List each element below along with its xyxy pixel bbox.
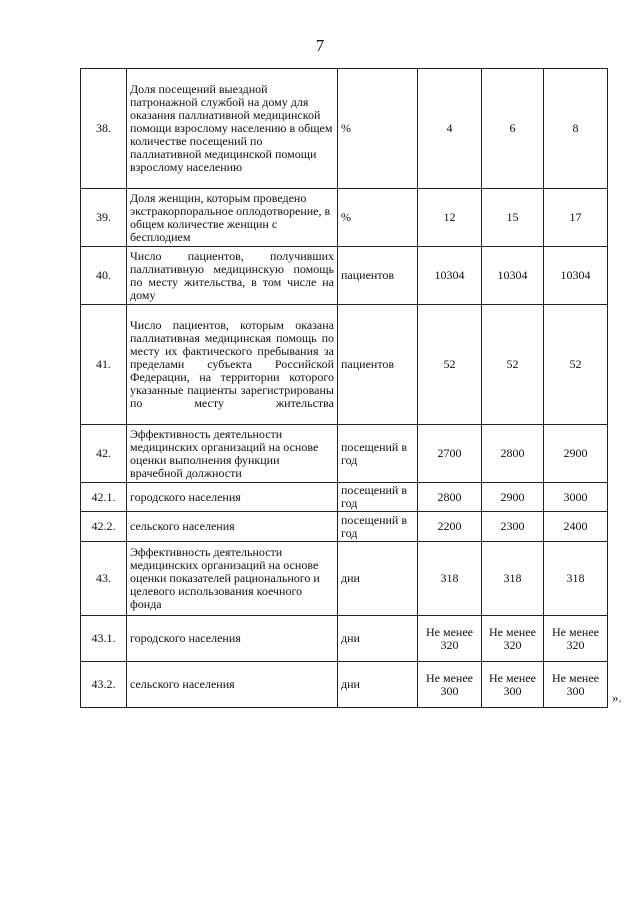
row-number: 38. xyxy=(81,69,127,189)
table-row xyxy=(81,542,608,616)
value-cell: Не менее 300 xyxy=(482,662,544,708)
value-cell: 3000 xyxy=(544,483,608,512)
value-cell: 10304 xyxy=(418,247,482,305)
table-row xyxy=(81,425,608,483)
indicator-name: Доля посещений выездной патронажной службой на дому для оказания паллиативной медицинской помощи взрослому населению в общем количестве посещений по паллиативной медицинской помощи взрослому населению xyxy=(127,69,338,189)
closing-quote: ». xyxy=(612,690,622,705)
value-cell: 2800 xyxy=(418,483,482,512)
value-cell: 2300 xyxy=(482,512,544,542)
value-cell: 2700 xyxy=(418,425,482,483)
indicator-name: городского населения xyxy=(127,483,338,512)
value-cell: 10304 xyxy=(482,247,544,305)
value-cell: 6 xyxy=(482,69,544,189)
value-cell: 2200 xyxy=(418,512,482,542)
value-cell: 2800 xyxy=(482,425,544,483)
unit-cell: % xyxy=(338,189,418,247)
table-row xyxy=(81,189,608,247)
table-row xyxy=(81,69,608,189)
row-number: 43. xyxy=(81,542,127,616)
value-cell: Не менее 320 xyxy=(482,616,544,662)
row-number: 40. xyxy=(81,247,127,305)
row-number: 42.2. xyxy=(81,512,127,542)
table-row xyxy=(81,512,608,542)
indicator-name: сельского населения xyxy=(127,662,338,708)
value-cell: Не менее 300 xyxy=(418,662,482,708)
row-number: 39. xyxy=(81,189,127,247)
indicator-name: Эффективность деятельности медицинских организаций на основе оценки показателей рационального и целевого использования коечного фонда xyxy=(127,542,338,616)
value-cell: 2400 xyxy=(544,512,608,542)
value-cell: 2900 xyxy=(482,483,544,512)
value-cell: 52 xyxy=(482,305,544,425)
row-number: 41. xyxy=(81,305,127,425)
unit-cell: дни xyxy=(338,616,418,662)
value-cell: 318 xyxy=(544,542,608,616)
unit-cell: дни xyxy=(338,542,418,616)
value-cell: Не менее 320 xyxy=(544,616,608,662)
row-number: 43.2. xyxy=(81,662,127,708)
value-cell: 15 xyxy=(482,189,544,247)
value-cell: 52 xyxy=(418,305,482,425)
indicators-table xyxy=(80,68,608,708)
table-row xyxy=(81,305,608,425)
unit-cell: дни xyxy=(338,662,418,708)
value-cell: Не менее 320 xyxy=(418,616,482,662)
indicator-name: сельского населения xyxy=(127,512,338,542)
table-row xyxy=(81,616,608,662)
unit-cell: пациентов xyxy=(338,305,418,425)
unit-cell: пациентов xyxy=(338,247,418,305)
unit-cell: посещений в год xyxy=(338,483,418,512)
value-cell: 8 xyxy=(544,69,608,189)
value-cell: 318 xyxy=(482,542,544,616)
value-cell: 2900 xyxy=(544,425,608,483)
indicator-name: Число пациентов, получивших паллиативную медицинскую помощь по месту жительства, в том числе на дому xyxy=(127,247,338,305)
indicator-name: Доля женщин, которым проведено экстракорпоральное оплодотворение, в общем количестве женщин с бесплодием xyxy=(127,189,338,247)
row-number: 42. xyxy=(81,425,127,483)
value-cell: Не менее 300 xyxy=(544,662,608,708)
unit-cell: посещений в год xyxy=(338,512,418,542)
unit-cell: посещений в год xyxy=(338,425,418,483)
value-cell: 318 xyxy=(418,542,482,616)
value-cell: 52 xyxy=(544,305,608,425)
table-row xyxy=(81,247,608,305)
value-cell: 12 xyxy=(418,189,482,247)
value-cell: 17 xyxy=(544,189,608,247)
table-row xyxy=(81,662,608,708)
value-cell: 10304 xyxy=(544,247,608,305)
page-number: 7 xyxy=(315,36,325,55)
row-number: 42.1. xyxy=(81,483,127,512)
indicator-name: Эффективность деятельности медицинских организаций на основе оценки выполнения функции врачебной должности xyxy=(127,425,338,483)
row-number: 43.1. xyxy=(81,616,127,662)
table-row xyxy=(81,483,608,512)
value-cell: 4 xyxy=(418,69,482,189)
indicator-name: городского населения xyxy=(127,616,338,662)
indicator-name: Число пациентов, которым оказана паллиативная медицинская помощь по месту их фактического пребывания за пределами субъекта Российской Федерации, на территории которого указанные пациенты зарегистрированы по месту жительства xyxy=(127,305,338,425)
unit-cell: % xyxy=(338,69,418,189)
